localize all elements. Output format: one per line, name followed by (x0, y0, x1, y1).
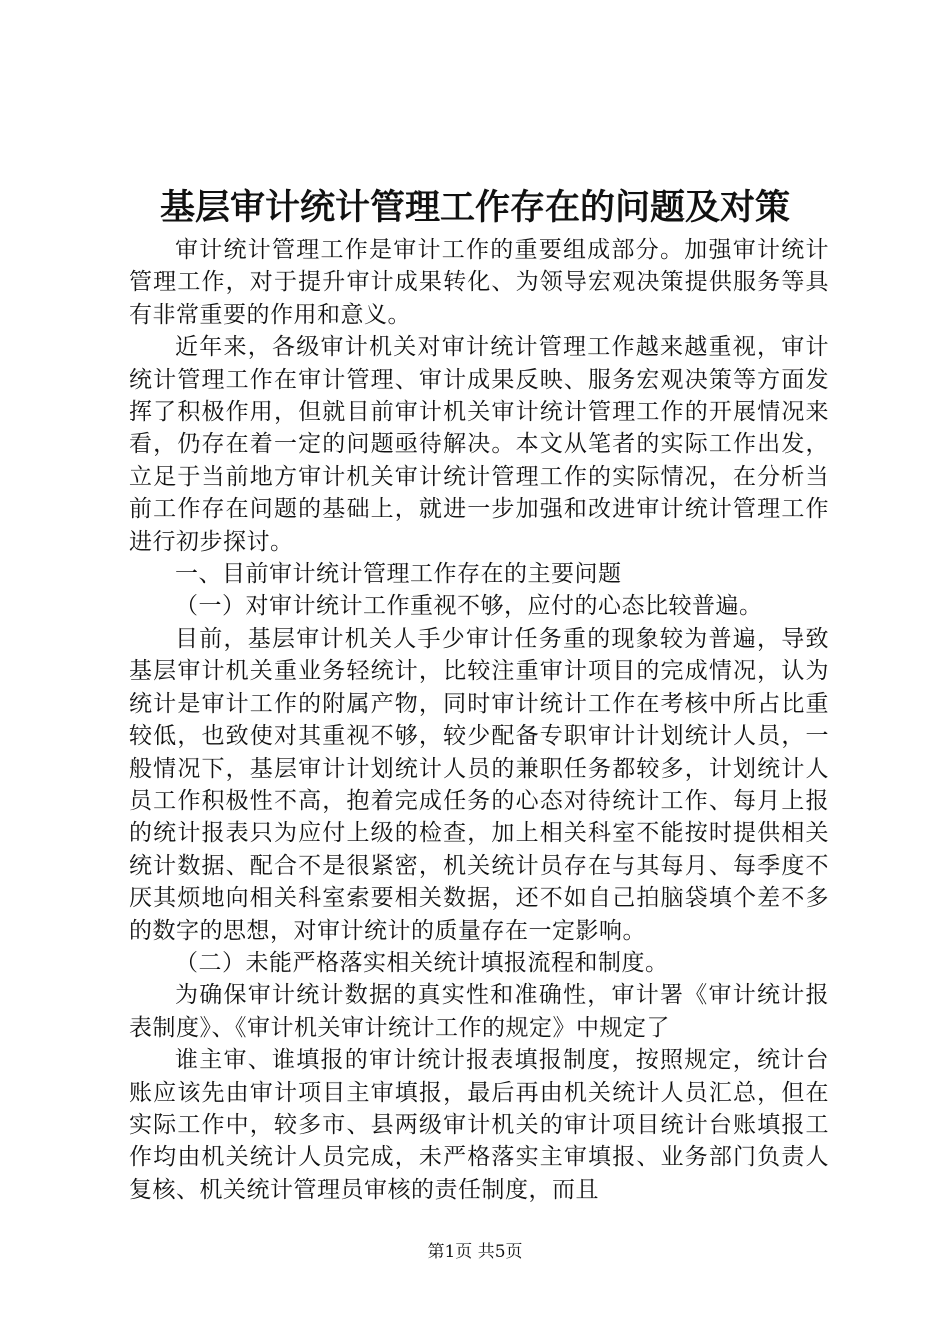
paragraph-background: 近年来，各级审计机关对审计统计管理工作越来越重视，审计统计管理工作在审计管理、审计成果反映、服务宏观决策等方面发挥了积极作用，但就目前审计机关审计统计管理工作的开展情况来看，仍存在着一定的问题亟待解决。本文从笔者的实际工作出发，立足于当前地方审计机关审计统计管理工作的实际情况，在分析当前工作存在问题的基础上，就进一步加强和改进审计统计管理工作进行初步探讨。 (129, 334, 829, 555)
paragraph-problem-1: 目前，基层审计机关人手少审计任务重的现象较为普遍，导致基层审计机关重业务轻统计，比较注重审计项目的完成情况，认为统计是审计工作的附属产物，同时审计统计工作在考核中所占比重较低，也致使对其重视不够，较少配备专职审计计划统计人员，一般情况下，基层审计计划统计人员的兼职任务都较多，计划统计人员工作积极性不高，抱着完成任务的心态对待统计工作、每月上报的统计报表只为应付上级的检查，加上相关科室不能按时提供相关统计数据、配合不是很紧密，机关统计员存在与其每月、每季度不厌其烦地向相关科室索要相关数据，还不如自己拍脑袋填个差不多的数字的思想，对审计统计的质量存在一定影响。 (129, 625, 829, 944)
document-title: 基层审计统计管理工作存在的问题及对策 (159, 188, 790, 228)
paragraph-problem-2b: 谁主审、谁填报的审计统计报表填报制度，按照规定，统计台账应该先由审计项目主审填报，最后再由机关统计人员汇总，但在实际工作中，较多市、县两级审计机关的审计项目统计台账填报工作均由机关统计人员完成，未严格落实主审填报、业务部门负责人复核、机关统计管理员审核的责任制度，而且 (129, 1047, 829, 1203)
subsection-heading-2: （二）未能严格落实相关统计填报流程和制度。 (175, 949, 669, 976)
document-body (129, 234, 829, 1206)
paragraph-problem-2a: 为确保审计统计数据的真实性和准确性，审计署《审计统计报表制度》、《审计机关审计统计工作的规定》中规定了 (129, 982, 829, 1041)
section-heading-main-problems: 一、目前审计统计管理工作存在的主要问题 (175, 561, 622, 588)
page-footer: 第1页 共5页 (427, 1242, 523, 1262)
subsection-heading-1: （一）对审计统计工作重视不够，应付的心态比较普遍。 (175, 593, 763, 620)
paragraph-intro: 审计统计管理工作是审计工作的重要组成部分。加强审计统计管理工作，对于提升审计成果转化、为领导宏观决策提供服务等具有非常重要的作用和意义。 (129, 237, 829, 328)
